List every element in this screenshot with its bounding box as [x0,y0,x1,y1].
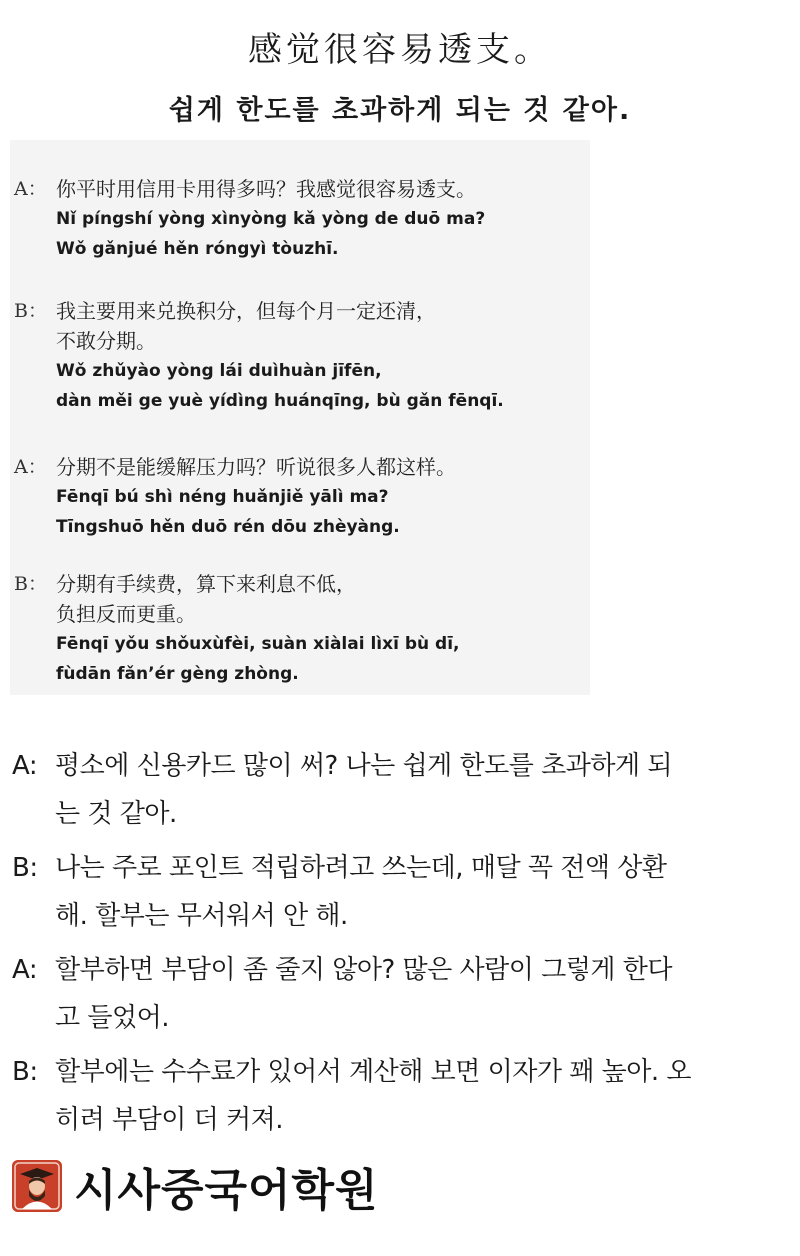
dialogue-turn-a2 [14,452,584,542]
chinese-line: 不敢分期。 [56,329,156,353]
brand-logo [12,1158,379,1214]
chinese-line: 分期有手续费，算下来利息不低， [56,572,356,596]
pinyin-line: Fēnqī yǒu shǒuxùfèi, suàn xiàlai lìxī bù dī, [56,634,460,654]
chinese-line: 负担反而更重。 [56,602,196,626]
brand-name: 시사중국어학원 [74,1165,379,1216]
translation-line: 나는 주로 포인트 적립하려고 쓰는데, 매달 꼭 전액 상환 [55,853,667,883]
translation-line: 할부에는 수수료가 있어서 계산해 보면 이자가 꽤 높아. 오 [55,1057,692,1087]
speaker-label: B： [14,300,47,322]
dialogue-turn-a1 [14,174,584,264]
pinyin-line: Wǒ zhǔyào yòng lái duìhuàn jīfēn, [56,361,382,381]
pinyin-line: fùdān fǎn’ér gèng zhòng. [56,664,299,684]
chinese-line: 我主要用来兑换积分，但每个月一定还清， [56,299,436,323]
pinyin-line: dàn měi ge yuè yídìng huánqīng, bù gǎn fēnqī. [56,391,504,411]
title-korean: 쉽게 한도를 초과하게 되는 것 같아. [168,95,632,126]
speaker-label: B： [14,573,47,595]
chinese-line: 分期不是能缓解压力吗？听说很多人都这样。 [56,455,456,479]
dialogue-turn-b1 [14,296,584,416]
translation-turn-a1 [12,742,792,838]
chinese-line: 你平时用信用卡用得多吗？我感觉很容易透支。 [56,177,476,201]
pinyin-line: Wǒ gǎnjué hěn róngyì tòuzhī. [56,239,339,259]
dialogue-turn-b2 [14,569,584,689]
translation-turn-b2 [12,1048,792,1144]
translation-turn-a2 [12,946,792,1042]
translation-line: 는 것 같아. [55,799,177,829]
speaker-label: B: [12,853,38,883]
translation-turn-b1 [12,844,792,940]
pinyin-line: Nǐ píngshí yòng xìnyòng kǎ yòng de duō ma? [56,209,486,229]
translation-line: 평소에 신용카드 많이 써? 나는 쉽게 한도를 초과하게 되 [55,751,672,781]
speaker-label: A： [14,178,47,200]
speaker-label: A: [12,751,38,781]
speaker-label: B: [12,1057,38,1087]
speaker-label: A： [14,456,47,478]
translation-line: 할부하면 부담이 좀 줄지 않아? 많은 사람이 그렇게 한다 [55,955,672,985]
korean-translation [12,742,792,1144]
pinyin-line: Tīngshuō hěn duō rén dōu zhèyàng. [56,517,400,537]
speaker-label: A: [12,955,38,985]
title-chinese: 感觉很容易透支。 [248,30,552,70]
translation-line: 해. 할부는 무서워서 안 해. [55,901,348,931]
scholar-portrait-icon [12,1160,62,1212]
pinyin-line: Fēnqī bú shì néng huǎnjiě yālì ma? [56,487,389,507]
translation-line: 히려 부담이 더 커져. [55,1105,283,1135]
translation-line: 고 들었어. [55,1003,169,1033]
